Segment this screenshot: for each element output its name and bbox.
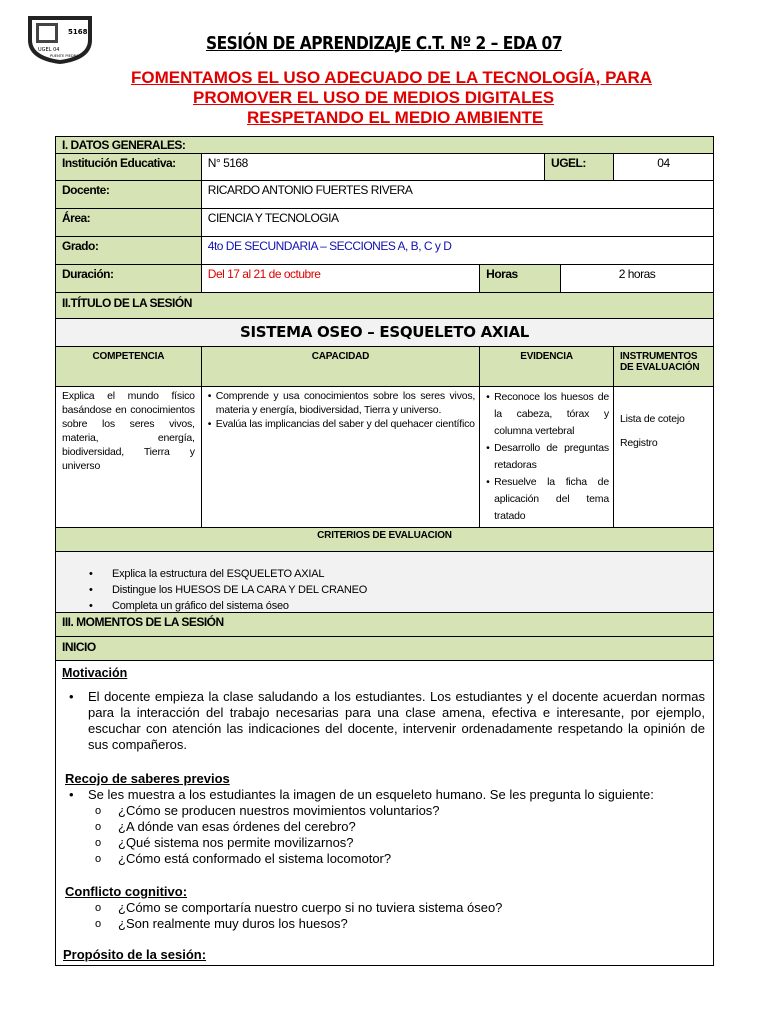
question-text: ¿Cómo se comportaría nuestro cuerpo si no tuviera sistema óseo? (118, 900, 503, 915)
circle-bullet-icon: o (95, 918, 102, 930)
saberes-item (62, 787, 705, 803)
session-section-label: II.TÍTULO DE LA SESIÓN (56, 293, 714, 319)
question-item (62, 819, 705, 835)
instrumento-item: Lista de cotejo (619, 413, 685, 425)
circle-bullet-icon: o (95, 853, 102, 865)
area-label: Área: (56, 209, 202, 237)
ugel-label: UGEL: (545, 154, 614, 181)
logo-number: 5168 (68, 28, 88, 36)
criteria-header: CRITERIOS DE EVALUACION (56, 528, 714, 552)
header-evidencia: EVIDENCIA (480, 347, 614, 387)
question-text: ¿Son realmente muy duros los huesos? (118, 916, 348, 931)
hours-label: Horas (480, 265, 561, 293)
question-text: ¿Cómo está conformado el sistema locomotor? (118, 851, 392, 866)
session-title: SISTEMA OSEO – ESQUELETO AXIAL (56, 319, 714, 347)
proposito-label: Propósito de la sesión: (63, 947, 207, 962)
logo-line2: PUENTE PIEDRA (50, 54, 79, 58)
teacher-label: Docente: (56, 181, 202, 209)
circle-bullet-icon: o (95, 805, 102, 817)
question-item (62, 851, 705, 867)
bullet-icon: • (69, 787, 74, 802)
hours-value: 2 horas (561, 265, 714, 293)
bullet-icon: • (69, 689, 74, 704)
saberes-label: Recojo de saberes previos (65, 771, 230, 786)
conflicto-label: Conflicto cognitivo: (65, 884, 188, 899)
motivacion-item (62, 689, 705, 753)
general-section-label: I. DATOS GENERALES: (56, 137, 714, 154)
page-title: SESIÓN DE APRENDIZAJE C.T. Nº 2 – EDA 07 (205, 33, 563, 54)
question-item (62, 900, 705, 916)
subtitle-line-1: FOMENTAMOS EL USO ADECUADO DE LA TECNOLOGÍA, PARA (131, 68, 653, 87)
question-text: ¿Qué sistema nos permite movilizarnos? (118, 835, 354, 850)
criteria-item: • Explica la estructura del ESQUELETO AXIAL (56, 566, 713, 582)
circle-bullet-icon: o (95, 821, 102, 833)
capacidad-cell (201, 387, 479, 528)
area-value: CIENCIA Y TECNOLOGIA (201, 209, 713, 237)
subtitle-line-2: PROMOVER EL USO DE MEDIOS DIGITALES (193, 88, 555, 107)
evidencia-cell (480, 387, 614, 528)
duration-label: Duración: (56, 265, 202, 293)
grade-value: 4to DE SECUNDARIA – SECCIONES A, B, C y D (201, 237, 713, 265)
duration-value: Del 17 al 21 de octubre (201, 265, 479, 293)
question-text: ¿A dónde van esas órdenes del cerebro? (118, 819, 356, 834)
question-item (62, 916, 705, 932)
moments-body (56, 661, 714, 966)
circle-bullet-icon: o (95, 837, 102, 849)
header-competencia: COMPETENCIA (56, 347, 202, 387)
header-capacidad: CAPACIDAD (201, 347, 479, 387)
competencia-text: Explica el mundo físico basándose en conocimientos sobre los seres vivos, materia, energía, biodiversidad, Tierra y universo (56, 387, 202, 528)
evidencia-item: • Desarrollo de preguntas retadoras (488, 440, 609, 474)
question-item (62, 835, 705, 851)
instrumentos-cell (613, 387, 713, 528)
moments-table (55, 612, 714, 966)
question-text: ¿Cómo se producen nuestros movimientos voluntarios? (118, 803, 440, 818)
capacidad-item: • Comprende y usa conocimientos sobre los seres vivos, materia y energía, biodiversidad, Tierra y universo. (210, 389, 475, 417)
header-instrumentos: INSTRUMENTOS DE EVALUACIÓN (613, 347, 713, 387)
motivacion-text: El docente empieza la clase saludando a los estudiantes. Los estudiantes y el docente acuerdan normas para la interacción del trabajo necesarias para una clase amena, efectiva e interesante, por ejemplo, escuchar con atención las indicaciones del docente, intervenir ordenadamente respetando la opinión de sus compañeros. (88, 689, 705, 752)
subtitle-line-3: RESPETANDO EL MEDIO AMBIENTE (247, 108, 544, 127)
ugel-value: 04 (613, 154, 713, 181)
logo-line1: UGEL 04 (38, 47, 60, 53)
inicio-label: INICIO (56, 637, 714, 661)
capacidad-item: • Evalúa las implicancias del saber y del quehacer científico (210, 417, 475, 431)
criteria-item: • Completa un gráfico del sistema óseo (56, 598, 713, 614)
evidencia-item: • Resuelve la ficha de aplicación del tema tratado (488, 474, 609, 525)
saberes-intro: Se les muestra a los estudiantes la imagen de un esqueleto humano. Se les pregunta lo siguiente: (88, 787, 654, 802)
institution-label: Institución Educativa: (56, 154, 202, 181)
question-item (62, 803, 705, 819)
grade-label: Grado: (56, 237, 202, 265)
evidencia-item: • Reconoce los huesos de la cabeza, tórax y columna vertebral (488, 389, 609, 440)
institution-value: N° 5168 (201, 154, 544, 181)
general-data-table (55, 136, 714, 626)
motivacion-label: Motivación (62, 666, 128, 680)
teacher-value: RICARDO ANTONIO FUERTES RIVERA (201, 181, 713, 209)
instrumento-item: Registro (619, 437, 658, 449)
moments-section-label: III. MOMENTOS DE LA SESIÓN (56, 613, 714, 637)
circle-bullet-icon: o (95, 902, 102, 914)
criteria-item: • Distingue los HUESOS DE LA CARA Y DEL CRANEO (56, 582, 713, 598)
